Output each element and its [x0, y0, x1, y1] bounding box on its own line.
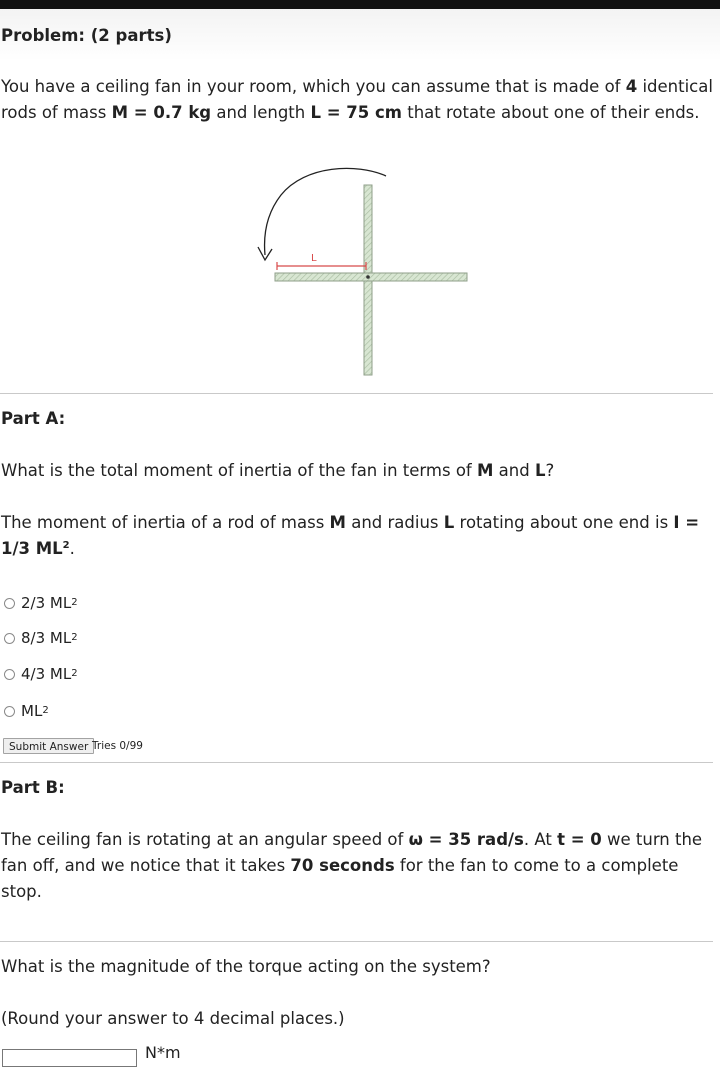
option-ml2[interactable]: ML 2	[4, 701, 49, 721]
top-bar	[0, 0, 720, 9]
part-b-question: What is the magnitude of the torque acting on the system?	[1, 957, 491, 976]
divider	[0, 393, 713, 394]
answer-input[interactable]	[2, 1049, 137, 1067]
option-label: 4/3 ML	[21, 665, 72, 683]
option-8-3[interactable]: 8/3 ML 2	[4, 628, 78, 648]
radio-button[interactable]	[4, 633, 15, 644]
tries-counter: Tries 0/99	[92, 740, 143, 752]
part-b-text: The ceiling fan is rotating at an angular speed of ω = 35 rad/s. At t = 0 we turn the fan off, and we notice that it takes 70 seconds for the fan to come to a complete stop.	[1, 830, 703, 901]
option-label: 8/3 ML	[21, 629, 72, 647]
option-label: ML	[21, 702, 43, 720]
fan-diagram	[245, 165, 485, 380]
part-a-hint: The moment of inertia of a rod of mass M and radius L rotating about one end is I = 1/3 $ML^2$.	[1, 513, 700, 558]
part-a-heading: Part A:	[1, 409, 66, 428]
option-4-3[interactable]: 4/3 ML 2	[4, 664, 78, 684]
divider	[0, 762, 713, 763]
pivot-point	[366, 275, 370, 279]
radio-button[interactable]	[4, 598, 15, 609]
length-label: L	[311, 253, 317, 264]
unit-label: N*m	[145, 1043, 181, 1062]
round-note: (Round your answer to 4 decimal places.)	[1, 1009, 345, 1028]
part-a-question: What is the total moment of inertia of the fan in terms of M and L?	[1, 461, 555, 480]
problem-intro: You have a ceiling fan in your room, which you can assume that is made of 4 identical rods of mass M = 0.7 kg and length L = 75 cm that rotate about one of their ends.	[1, 77, 713, 122]
divider	[0, 941, 713, 942]
part-b-heading: Part B:	[1, 778, 65, 797]
horizontal-rod	[275, 273, 467, 281]
problem-title: Problem: (2 parts)	[1, 26, 172, 45]
radio-button[interactable]	[4, 706, 15, 717]
option-label: 2/3 ML	[21, 594, 72, 612]
radio-button[interactable]	[4, 669, 15, 680]
submit-answer-button[interactable]: Submit Answer	[3, 738, 94, 754]
option-2-3[interactable]: 2/3 ML 2	[4, 593, 78, 613]
